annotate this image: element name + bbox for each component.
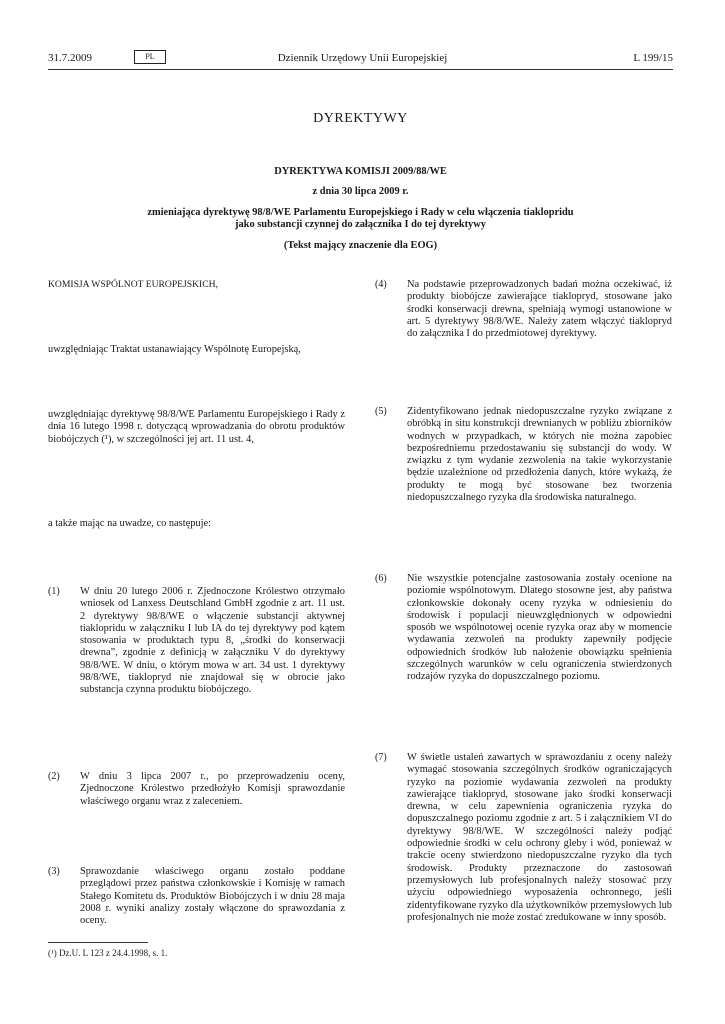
recital-text: W dniu 20 lutego 2006 r. Zjednoczone Królestwo otrzymało wniosek od Lanxess Deutschland GmbH zgodnie z art. 11 ust. 2 dyrektywy 98/8/WE o włączenie substancji aktywnej tiaklopridu w załączniku I lub IA do tej dyrektywy pod kątem stosowania w produktach typu 8, „środki do konserwacji drewna”, zgodnie z definicją w załączniku V do dyrektywy 98/8/WE. W dniu, o którym mowa w art. 34 ust. 1 dyrektywy 98/8/WE, tiaklopryd nie znajdował się w obrocie jako substancja czynna produktu biobójczego. bbox=[80, 586, 345, 696]
commission-heading: KOMISJA WSPÓLNOT EUROPEJSKICH, bbox=[48, 279, 218, 290]
directive-title: DYREKTYWA KOMISJI 2009/88/WE bbox=[274, 166, 447, 177]
journal-title: Dziennik Urzędowy Unii Europejskiej bbox=[277, 52, 448, 64]
recital-number: (2) bbox=[48, 771, 60, 782]
recital-text: Nie wszystkie potencjalne zastosowania zostały ocenione na poziomie wspólnotowym. Dlatego stosowne jest, aby państwa członkowskie dokonały oceny ryzyka w odniesieniu do środowisk i populacji nieuwzględnionych w odpowiedni sposób we wspólnotowej ocenie ryzyka oraz aby w momencie wydawania zezwoleń na produkty zapewniły podjęcie odpowiednich środków lub nałożenie obowiązku spełnienia szczególnych warunków w celu ograniczenia stwierdzonych rodzajów ryzyka do dopuszczalnego poziomu. bbox=[407, 573, 672, 683]
header-rule bbox=[48, 69, 673, 70]
language-badge: PL bbox=[134, 50, 166, 64]
directive-subject-1: zmieniająca dyrektywę 98/8/WE Parlamentu Europejskiego i Rady w celu włączenia tiaklopridu bbox=[147, 207, 574, 218]
recital-text: W dniu 3 lipca 2007 r., po przeprowadzeniu oceny, Zjednoczone Królestwo przedłożyło Komisji sprawozdanie właściwego organu wraz z zaleceniem. bbox=[80, 771, 345, 807]
recital-text: W świetle ustaleń zawartych w sprawozdaniu z oceny należy wymagać stosowania szczególnych środków ograniczających ryzyko na poziomie wydawania zezwoleń na produkty zawierające tiaklopryd, stosowane jako środki konserwacji drewna, w celu zapewnienia ograniczenia ryzyka do dopuszczalnego poziomu zgodnie z art. 5 i załącznikiem VI do dyrektywy 98/8/WE. W szczególności należy podjąć odpowiednie środki w celu ochrony gleby i wód, ponieważ w trakcie oceny stwierdzono niedopuszczalne ryzyko dla tych środowisk. Produkty przeznaczone do zastosowań przemysłowych lub profesjonalnych należy stosować przy użyciu odpowiedniego wyposażenia ochronnego, jeśli zidentyfikowane ryzyko dla użytkowników przemysłowych lub profesjonalnych nie może zostać zredukowane w inny sposób. bbox=[407, 752, 672, 923]
footnote: (¹) Dz.U. L 123 z 24.4.1998, s. 1. bbox=[48, 948, 168, 958]
recital-number: (1) bbox=[48, 586, 60, 597]
directive-subject-2: jako substancji czynnej do załącznika I do tej dyrektywy bbox=[235, 219, 486, 230]
treaty-citation: uwzględniając Traktat ustanawiający Wspólnotę Europejską, bbox=[48, 344, 301, 355]
whereas-intro: a także mając na uwadze, co następuje: bbox=[48, 518, 211, 529]
recital-text: Zidentyfikowano jednak niedopuszczalne ryzyko związane z obróbką in situ konstrukcji drewnianych w pobliżu zbiorników wodnych w przypadkach, w których nie można zapobiec bezpośredniemu przedostawaniu się substancji do wody. W związku z tym wydanie zezwolenia na takie wykorzystanie będzie uzależnione od przedłożenia danych, które wykażą, że produkty te mogą być stosowane bez tworzenia niedopuszczalnego ryzyka dla środowiska naturalnego. bbox=[407, 406, 672, 504]
section-title: DYREKTYWY bbox=[313, 111, 408, 126]
directive-date: z dnia 30 lipca 2009 r. bbox=[312, 186, 409, 197]
footnote-rule bbox=[48, 942, 148, 943]
directive-citation: uwzględniając dyrektywę 98/8/WE Parlamentu Europejskiego i Rady z dnia 16 lutego 1998 r. dotyczącą wprowadzania do obrotu produktów biobójczych (¹), w szczególności jej art. 11 ust. 4, bbox=[48, 409, 345, 445]
recital-text: Sprawozdanie właściwego organu zostało poddane przeglądowi przez państwa członkowskie i Komisję w ramach Stałego Komitetu ds. Produktów Biobójczych i w dniu 28 maja 2008 r. wyniki analizy zostały włączone do sprawozdania z oceny. bbox=[80, 866, 345, 927]
page-number: L 199/15 bbox=[633, 52, 673, 64]
recital-text: Na podstawie przeprowadzonych badań można oczekiwać, iż produkty biobójcze zawierające tiaklopryd, stosowane jako środki konserwacji drewna, spełniają wymogi ustanowione w art. 5 dyrektywy 98/8/WE. Należy zatem włączyć tiaklopryd do załącznika I do przedmiotowej dyrektywy. bbox=[407, 279, 672, 340]
recital-number: (7) bbox=[375, 752, 387, 763]
header-date: 31.7.2009 bbox=[48, 52, 92, 64]
eea-relevance-note: (Tekst mający znaczenie dla EOG) bbox=[283, 240, 438, 251]
recital-number: (5) bbox=[375, 406, 387, 417]
recital-number: (4) bbox=[375, 279, 387, 290]
recital-number: (3) bbox=[48, 866, 60, 877]
recital-number: (6) bbox=[375, 573, 387, 584]
